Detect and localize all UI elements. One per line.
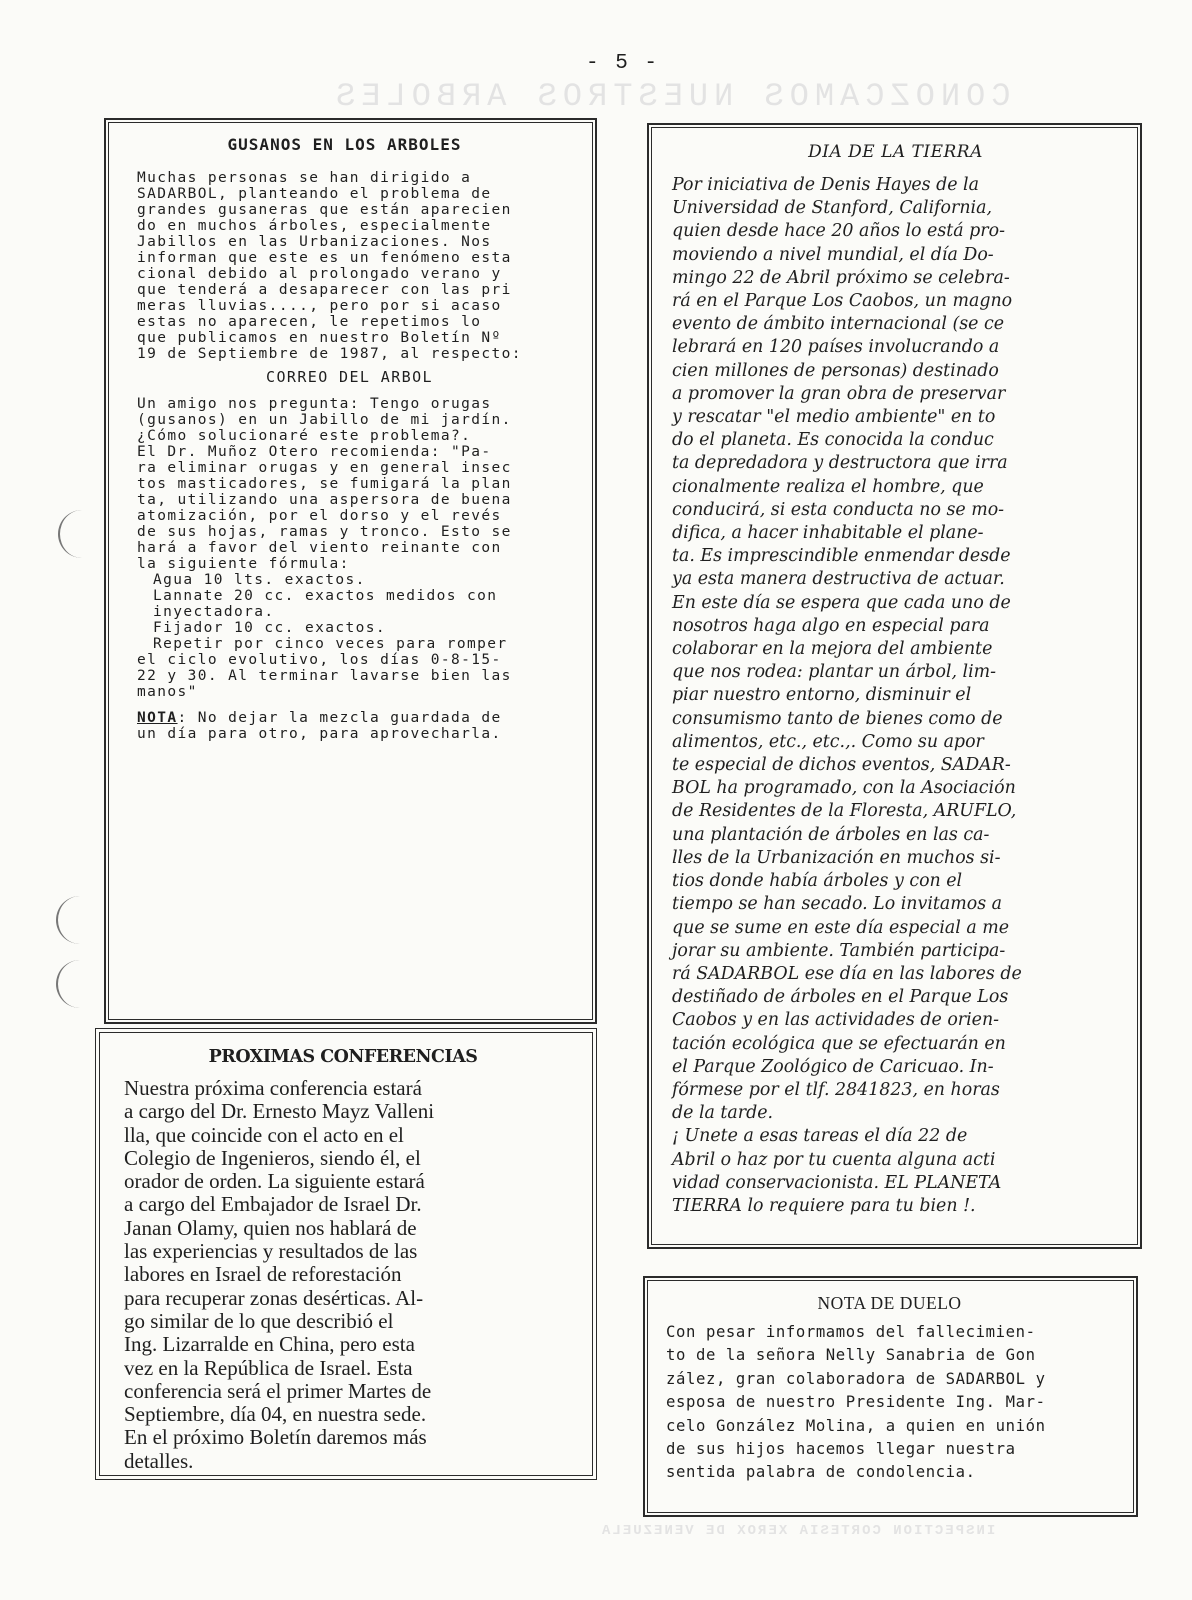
text-line: vez en la República de Israel. Esta <box>124 1355 413 1380</box>
text-line: tación ecológica que se efectuarán en <box>672 1033 1006 1054</box>
text-line: meras lluvias...., pero por si acaso <box>137 298 502 314</box>
text-line: Lannate 20 cc. exactos medidos con <box>153 588 498 604</box>
article-title: GUSANOS EN LOS ARBOLES <box>227 135 462 154</box>
text-line: to de la señora Nelly Sanabria de Gon <box>666 1346 1036 1365</box>
text-line: cionalmente realiza el hombre, que <box>672 476 984 497</box>
text-line: (gusanos) en un Jabillo de mi jardín. <box>137 412 512 428</box>
text-line: Colegio de Ingenieros, siendo él, el <box>124 1145 421 1170</box>
text-line: En este día se espera que cada uno de <box>672 592 1011 613</box>
text-line: evento de ámbito internacional (se ce <box>672 314 1005 335</box>
text-line: do el planeta. Es conocida la conduc <box>672 430 994 451</box>
text-line: Universidad de Stanford, California, <box>672 198 993 219</box>
text-line: conducirá, si esta conducta no se mo- <box>672 499 1005 520</box>
text-line: ya esta manera destructiva de actuar. <box>672 569 1005 590</box>
article-title: DIA DE LA TIERRA <box>808 142 983 162</box>
text-line: TIERRA lo requiere para tu bien !. <box>672 1195 976 1216</box>
text-line: de sus hojas, ramas y tronco. Esto se <box>137 524 512 540</box>
text-line: fórmese por el tlf. 2841823, en horas <box>672 1079 1000 1100</box>
text-line: grandes gusaneras que están aparecien <box>137 202 512 218</box>
text-line: a cargo del Embajador de Israel Dr. <box>124 1192 422 1217</box>
text-line: BOL ha programado, con la Asociación <box>672 778 1016 799</box>
text-line: lla, que coincide con el acto en el <box>124 1122 404 1147</box>
text-line: labores en Israel de reforestación <box>124 1262 402 1287</box>
text-line: El Dr. Muñoz Otero recomienda: "Pa- <box>137 444 492 460</box>
text-line: que se sume en este día especial a me <box>672 917 1010 938</box>
note-text: : No dejar la mezcla guardada de <box>177 710 502 726</box>
text-line: Agua 10 lts. exactos. <box>153 572 366 588</box>
text-line: SADARBOL, planteando el problema de <box>137 186 492 202</box>
text-line: vidad conservacionista. EL PLANETA <box>672 1172 1002 1193</box>
text-line: mingo 22 de Abril próximo se celebra- <box>672 267 1010 288</box>
article-title: NOTA DE DUELO <box>817 1293 962 1313</box>
article-tierra <box>651 127 1138 1245</box>
text-line: manos" <box>137 684 198 700</box>
text-line: rá en el Parque Los Caobos, un magno <box>672 291 1013 312</box>
text-line: inyectadora. <box>153 604 275 620</box>
text-line: tos masticadores, se fumigará la plan <box>137 476 512 492</box>
text-line: ra eliminar orugas y en general insec <box>137 460 512 476</box>
text-line: que tenderá a desaparecer con las pri <box>137 282 512 298</box>
note-label: NOTA <box>137 710 178 726</box>
article-title: PROXIMAS CONFERENCIAS <box>208 1047 478 1067</box>
text-line: Janan Olamy, quien nos hablará de <box>124 1215 417 1240</box>
text-line: de Residentes de la Floresta, ARUFLO, <box>672 801 1017 822</box>
article-intro <box>137 170 592 362</box>
text-line: Ing. Lizarralde en China, pero esta <box>124 1332 415 1357</box>
text-line: consumismo tanto de bienes como de <box>672 708 1003 729</box>
page-number: - 5 - <box>586 52 660 75</box>
text-line: cional debido al prolongado verano y <box>137 266 502 282</box>
text-line: el ciclo evolutivo, los días 0-8-15- <box>137 652 502 668</box>
text-line: ¡ Unete a esas tareas el día 22 de <box>672 1126 968 1147</box>
text-line: jorar su ambiente. También participa- <box>672 940 1006 961</box>
text-line: la siguiente fórmula: <box>137 556 350 572</box>
text-line: Jabillos en las Urbanizaciones. Nos <box>137 234 492 250</box>
text-line: tiempo se han secado. Lo invitamos a <box>672 894 1003 915</box>
text-line: Caobos y en las actividades de orien- <box>672 1010 1000 1031</box>
text-line: Repetir por cinco veces para romper <box>153 636 508 652</box>
text-line: el Parque Zoológico de Caricuao. In- <box>672 1056 994 1077</box>
text-line: y rescatar "el medio ambiente" en to <box>672 407 996 428</box>
article-body <box>137 396 592 700</box>
punch-hole-mark <box>56 960 92 1008</box>
text-line: Por iniciativa de Denis Hayes de la <box>672 175 979 195</box>
article-conferencias <box>99 1032 593 1476</box>
article-subtitle: CORREO DEL ARBOL <box>266 368 433 386</box>
text-line: que publicamos en nuestro Boletín Nº <box>137 330 502 346</box>
text-line: quien desde hace 20 años lo está pro- <box>672 221 1005 242</box>
note-line <box>137 710 592 726</box>
text-line: de sus hijos hacemos llegar nuestra <box>666 1440 1016 1459</box>
article-note <box>137 710 592 742</box>
text-line: sentida palabra de condolencia. <box>666 1463 976 1482</box>
text-line: moviendo a nivel mundial, el día Do- <box>672 244 994 265</box>
punch-hole-mark <box>58 510 94 558</box>
text-line: un día para otro, para aprovecharla. <box>137 726 502 742</box>
text-line: colaborar en la mejora del ambiente <box>672 639 993 660</box>
punch-hole-mark <box>56 896 92 944</box>
text-line: do en muchos árboles, especialmente <box>137 218 492 234</box>
text-line: cien millones de personas) destinado <box>672 360 999 381</box>
text-line: Un amigo nos pregunta: Tengo orugas <box>137 396 492 412</box>
text-line: 19 de Septiembre de 1987, al respecto: <box>137 346 522 362</box>
article-duelo <box>647 1280 1134 1513</box>
text-line: Muchas personas se han dirigido a <box>137 170 472 186</box>
text-line: lebrará en 120 países involucrando a <box>672 337 1000 358</box>
text-line: para recuperar zonas desérticas. Al- <box>124 1285 424 1310</box>
text-line: las experiencias y resultados de las <box>124 1239 418 1264</box>
text-line: difica, a hacer inhabitable el plane- <box>672 523 984 544</box>
text-line: ta, utilizando una aspersora de buena <box>137 492 512 508</box>
text-line: En el próximo Boletín daremos más <box>124 1425 427 1450</box>
text-line: hará a favor del viento reinante con <box>137 540 502 556</box>
text-line: alimentos, etc., etc.,. Como su apor <box>672 731 984 752</box>
text-line: a cargo del Dr. Ernesto Mayz Valleni <box>124 1099 435 1124</box>
text-line: celo González Molina, a quien en unión <box>666 1416 1046 1435</box>
text-line: detalles. <box>124 1448 194 1473</box>
text-line: piar nuestro entorno, disminuir el <box>672 685 972 706</box>
text-line: orador de orden. La siguiente estará <box>124 1169 425 1194</box>
article-gusanos <box>108 122 593 1020</box>
text-line: ta. Es imprescindible enmendar desde <box>672 546 1011 567</box>
text-line: tios donde había árboles y con el <box>672 871 963 892</box>
text-line: Nuestra próxima conferencia estará <box>124 1076 422 1100</box>
text-line: estas no aparecen, le repetimos lo <box>137 314 482 330</box>
text-line: Fijador 10 cc. exactos. <box>153 620 386 636</box>
text-line: lles de la Urbanización en muchos si- <box>672 847 1001 868</box>
text-line: ¿Cómo solucionaré este problema?. <box>137 428 472 444</box>
text-line: de la tarde. <box>672 1103 774 1124</box>
text-line: conferencia será el primer Martes de <box>124 1378 432 1403</box>
text-line: ta depredadora y destructora que irra <box>672 453 1008 474</box>
text-line: Con pesar informamos del fallecimien- <box>666 1323 1036 1341</box>
text-line: esposa de nuestro Presidente Ing. Mar- <box>666 1393 1046 1412</box>
text-line: destiñado de árboles en el Parque Los <box>672 987 1009 1008</box>
text-line: Abril o haz por tu cuenta alguna acti <box>672 1149 996 1170</box>
text-line: zález, gran colaboradora de SADARBOL y <box>666 1369 1046 1388</box>
text-line: go similar de lo que describió el <box>124 1308 394 1333</box>
show-through-heading: CONOZCAMOS NUESTROS ARBOLES <box>330 78 1011 115</box>
text-line: que nos rodea: plantar un árbol, lim- <box>672 662 997 683</box>
text-line: informan que este es un fenómeno esta <box>137 250 512 266</box>
show-through-footer: INSPECTION CORTESIA XEROX DE VENEZUELA <box>600 1523 996 1539</box>
text-line: 22 y 30. Al terminar lavarse bien las <box>137 668 512 684</box>
text-line: una plantación de árboles en las ca- <box>672 824 990 845</box>
text-line: atomización, por el dorso y el revés <box>137 508 502 524</box>
text-line: a promover la gran obra de preservar <box>672 383 1006 404</box>
text-line: Septiembre, día 04, en nuestra sede. <box>124 1402 427 1427</box>
text-line: rá SADARBOL ese día en las labores de <box>672 963 1022 984</box>
text-line: nosotros haga algo en especial para <box>672 615 990 636</box>
text-line: te especial de dichos eventos, SADAR- <box>672 755 1011 776</box>
